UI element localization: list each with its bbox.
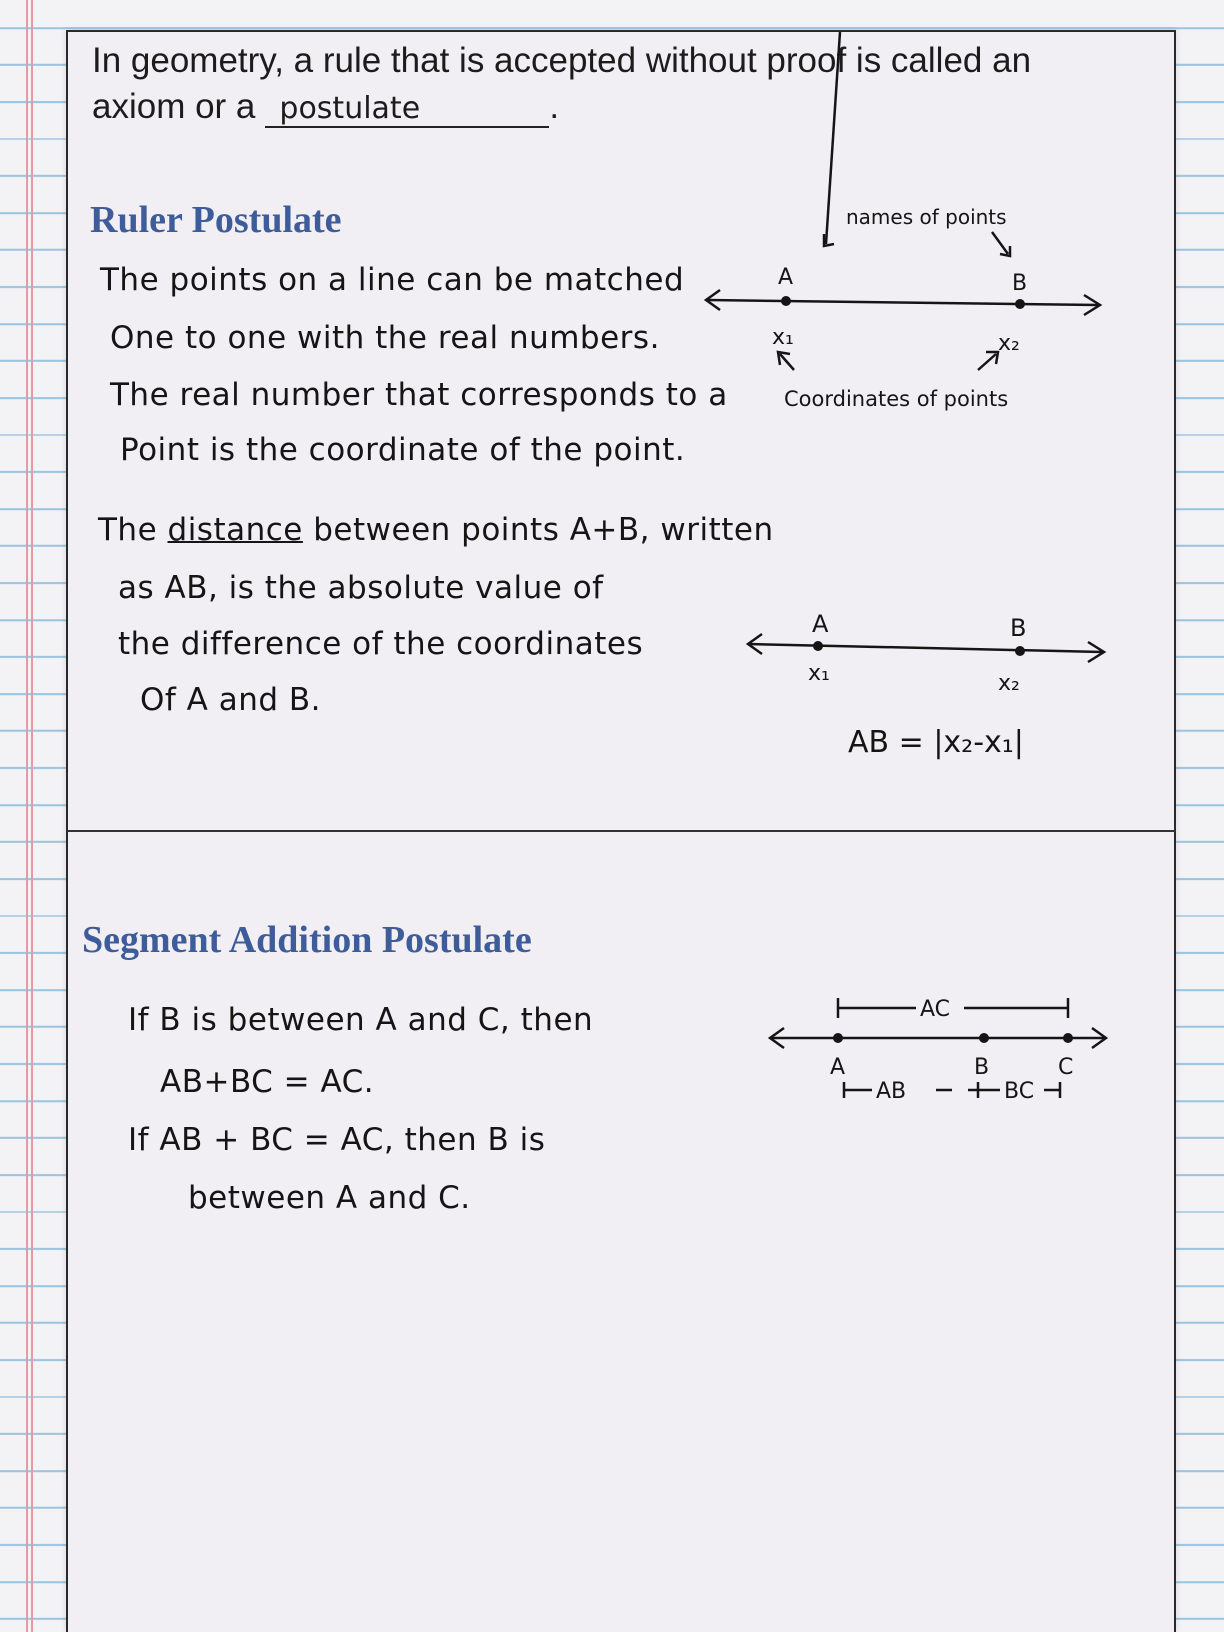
point-c-label: C — [1058, 1055, 1074, 1080]
point-b-label: B — [974, 1055, 990, 1080]
intro-line-1: In geometry, a rule that is accepted without proof is called an — [92, 41, 1032, 80]
point-c-dot — [1063, 1033, 1073, 1043]
coordinate-b-label: x₂ — [998, 671, 1020, 696]
distance-text-line: Of A and B. — [140, 682, 322, 718]
segment-text-line: AB+BC = AC. — [160, 1064, 375, 1100]
ruler-text-line: The points on a line can be matched — [100, 262, 685, 298]
point-b-label: B — [1010, 614, 1027, 642]
names-of-points-label: names of points — [846, 205, 1007, 229]
ruler-postulate-heading: Ruler Postulate — [90, 199, 342, 241]
point-b-dot — [979, 1033, 989, 1043]
ac-label: AC — [920, 997, 951, 1022]
margin-line — [31, 0, 33, 1632]
point-a-label: A — [812, 610, 829, 638]
ruler-text-line: One to one with the real numbers. — [110, 320, 660, 356]
coordinate-b-label: x₂ — [998, 331, 1020, 356]
postulate-blank-answer: postulate — [265, 92, 549, 128]
distance-formula: AB = |x₂-x₁| — [848, 725, 1024, 760]
distance-prefix: The — [98, 512, 158, 548]
notes-sheet — [66, 30, 1176, 1632]
distance-line-1-rest: between points A+B, written — [313, 512, 774, 548]
distance-term: distance — [167, 512, 303, 548]
distance-text-line: as AB, is the absolute value of — [118, 570, 604, 606]
point-a-label: A — [830, 1055, 846, 1080]
distance-text-line: the difference of the coordinates — [118, 626, 644, 662]
intro-period: . — [549, 87, 560, 126]
point-a-dot — [833, 1033, 843, 1043]
ruler-text-line: Point is the coordinate of the point. — [120, 432, 686, 468]
margin-line — [26, 0, 28, 1632]
bc-label: BC — [1004, 1079, 1035, 1104]
segment-text-line: If B is between A and C, then — [128, 1002, 594, 1038]
intro-prefix: axiom or a — [92, 87, 256, 126]
segment-text-line: If AB + BC = AC, then B is — [128, 1122, 546, 1158]
coordinate-a-label: x₁ — [808, 661, 830, 686]
segment-text-line: between A and C. — [188, 1180, 471, 1216]
point-b-label: B — [1012, 271, 1028, 296]
ab-label: AB — [876, 1079, 907, 1104]
segment-addition-diagram — [68, 32, 1176, 1632]
coordinate-a-label: x₁ — [772, 325, 794, 350]
ruler-text-line: The real number that corresponds to a — [110, 377, 728, 413]
segment-addition-heading: Segment Addition Postulate — [82, 919, 532, 961]
coordinates-of-points-label: Coordinates of points — [784, 387, 1009, 411]
point-a-label: A — [778, 265, 794, 290]
